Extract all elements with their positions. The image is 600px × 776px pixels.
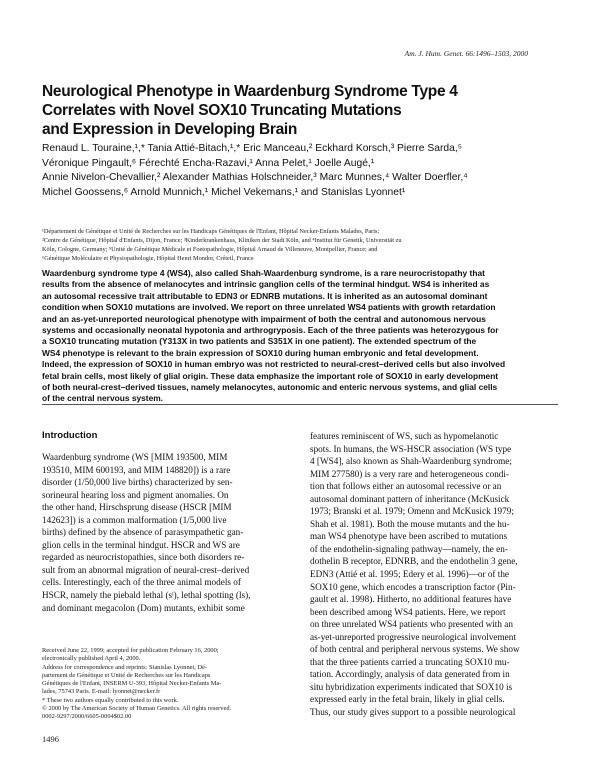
body-line: Waardenburg syndrome (WS [MIM 193500, MIM [42, 452, 228, 462]
body-line: expressed early in the fetal brain, likely in glial cells. [310, 694, 505, 705]
footnote-line: lades, 75743 Paris. E-mail: lyonnet@necker.fr [42, 688, 161, 696]
affiliation-line: ⁶Génétique Moléculaire et Physiopathologie, Hôpital Henri Mondor, Créteil, France [42, 254, 254, 262]
affiliations [42, 228, 562, 264]
body-line: the other hand, Hirschsprung disease (HSCR [MIM [42, 502, 232, 513]
body-line: HSCR, namely the piebald lethal (sˡ), lethal spotting (ls), [42, 590, 251, 601]
body-line: man WS4 phenotype have been ascribed to mutations [310, 531, 508, 542]
body-line: been described among WS4 patients. Here, we report [310, 606, 506, 617]
body-line: regarded as neurocristopathies, since both disorders re- [42, 552, 245, 563]
body-line: MIM 277580) is a very rare and heterogeneous condi- [310, 468, 509, 479]
affiliation-line: ²Centre de Génétique, Hôpital d'Enfants, Dijon, France; ³Kinderkrankenhaus, Kliniken der Stadt Köln, and ⁴Institut für Genetik, Universität zu [42, 236, 402, 244]
abstract-line: WS4 phenotype is relevant to the brain expression of SOX10 during human embryonic and fetal development. [42, 347, 479, 358]
body-line: as-yet-unreported progressive neurological involvement [310, 631, 516, 642]
left-column [42, 430, 288, 614]
title-line: Correlates with Novel SOX10 Truncating Mutations [42, 102, 402, 119]
abstract-line: condition when SOX10 mutations are involved. We report on three unrelated WS4 patients with growth retardation [42, 302, 496, 313]
author-line: Annie Nivelon-Chevallier,² Alexander Mathias Holschneider,³ Marc Munnes,⁴ Walter Doerfler,⁴ [42, 172, 468, 184]
footnote-line: © 2000 by The American Society of Human Genetics. All rights reserved. [42, 705, 232, 713]
abstract-line: results from the absence of melanocytes and intrinsic ganglion cells of the terminal hindgut. WS4 is inherited as [42, 279, 490, 290]
body-line: that the three patients carried a truncating SOX10 mu- [310, 656, 510, 667]
body-line: glion cells in the terminal hindgut. HSCR and WS are [42, 539, 240, 550]
body-line: tation. Accordingly, analysis of data generated from in [310, 669, 510, 680]
abstract [42, 268, 558, 405]
footnote-line: * These two authors equally contributed to this work. [42, 696, 179, 704]
body-line: of the endothelin-signaling pathway—namely, the en- [310, 543, 508, 554]
body-line: and dominant megacolon (Dom) mutants, exhibit some [42, 602, 245, 613]
journal-citation: Am. J. Hum. Genet. 66:1496–1503, 2000 [404, 49, 528, 58]
title-line: and Expression in Developing Brain [42, 121, 298, 138]
body-line: births) defined by the absence of parasympathetic gan- [42, 527, 244, 538]
body-line: Thus, our study gives support to a possible neurological [310, 707, 516, 718]
body-line: situ hybridization experiments indicated that SOX10 is [310, 681, 513, 692]
abstract-line: fetal brain cells, most likely of glial origin. These data emphasize the important role of SOX10 in early development [42, 370, 499, 381]
abstract-line: of both neural-crest–derived tissues, namely melanocytes, autonomic and enteric nervous systems, and glial cells [42, 382, 498, 393]
body-line: disorder (1/50,000 live births) characterized by sen- [42, 477, 233, 488]
body-line: 4 [WS4], also known as Shah-Waardenburg syndrome; [310, 456, 512, 467]
footnote-line: Address for correspondence and reprints: Stanislas Lyonnet, Dé- [42, 663, 208, 671]
body-line: spots. In humans, the WS-HSCR association (WS type [310, 443, 512, 454]
author-line: Michel Goossens,⁶ Arnold Munnich,¹ Michel Vekemans,¹ and Stanislas Lyonnet¹ [42, 186, 406, 198]
author-line: Véronique Pingault,⁶ Férechté Encha-Razavi,¹ Anna Pelet,¹ Joelle Augé,¹ [42, 157, 375, 169]
body-line: on three unrelated WS4 patients who presented with an [310, 619, 513, 630]
body-line: 1973; Branski et al. 1979; Omenn and McKusick 1979; [310, 506, 514, 517]
article-title [42, 82, 542, 139]
page-number: 1496 [42, 734, 59, 744]
body-line: 142623]) is a common malformation (1/5,000 live [42, 514, 227, 525]
body-line: EDN3 (Attié et al. 1995; Edery et al. 1996)—or of the [310, 569, 510, 580]
abstract-line: Indeed, the expression of SOX10 in human embryo was not restricted to neural-crest–derived cells but also involved [42, 359, 506, 370]
body-line: SOX10 gene, which encodes a transcription factor (Pin- [310, 581, 516, 592]
footnote-line: 0002-9297/2000/6605-0004$02.00 [42, 713, 132, 721]
abstract-line: systems and occasionally neonatal hypotonia and arthrogryposis. Each of the three patients was heterozygous for [42, 325, 499, 336]
abstract-line: an autosomal recessive trait attributable to EDN3 or EDNRB mutations. It is inherited as an autosomal dominant [42, 290, 488, 301]
body-line: Shah et al. 1981). Both the mouse mutants and the hu- [310, 518, 510, 529]
body-line: 193510, MIM 600193, and MIM 148820]) is a rare [42, 464, 231, 475]
affiliation-line: Köln, Cologne, Germany; ⁵Unité de Génétique Médicale et Foetopathologie, Hôpital Arnaud de Villeneuve, Montpellier, France; and [42, 245, 378, 253]
body-line: of both central and peripheral nervous systems. We show [310, 644, 520, 655]
body-line: gault et al. 1998). Hitherto, no additional features have [310, 594, 512, 605]
abstract-line: and an as-yet-unreported neurological phenotype with impairment of both the central and autonomous nervous [42, 313, 486, 324]
section-divider [42, 404, 558, 405]
footnote-line: electronically published April 4, 2000. [42, 655, 141, 663]
body-line: autosomal dominant pattern of inheritance (McKusick [310, 493, 510, 504]
body-line: sult from an abnormal migration of neural-crest–derived [42, 564, 250, 575]
footnote-line: Received June 22, 1999; accepted for publication February 16, 2000; [42, 647, 219, 654]
body-line: tion that follows either an autosomal recessive or an [310, 481, 502, 492]
title-line: Neurological Phenotype in Waardenburg Syndrome Type 4 [42, 83, 458, 100]
abstract-line: of the central nervous system. [42, 393, 164, 404]
footnotes [42, 647, 290, 722]
body-line: sorineural hearing loss and pigment anomalies. On [42, 489, 229, 500]
body-line: features reminiscent of WS, such as hypomelanotic [310, 431, 499, 441]
body-line: cells. Interestingly, each of the three animal models of [42, 577, 241, 588]
right-column [310, 430, 560, 719]
author-line: Renaud L. Touraine,¹,* Tania Attié-Bitach,¹,* Eric Manceau,² Eckhard Korsch,³ Pierre Sarda,⁵ [42, 143, 462, 154]
abstract-line: Waardenburg syndrome type 4 (WS4), also called Shah-Waardenburg syndrome, is a rare neurocristopathy that [42, 268, 485, 278]
affiliation-line: ¹Département de Génétique et Unité de Recherches sur les Handicaps Génétiques de l'Enfant, Hôpital Necker-Enfants Malades, Paris; [42, 228, 380, 235]
footnote-line: Génétiques de l'Enfant, INSERM U-393, Hôpital Necker-Enfants Ma- [42, 680, 222, 688]
body-line: dothelin B receptor, EDNRB, and the endothelin 3 gene, [310, 556, 518, 567]
section-heading: Introduction [42, 430, 98, 441]
abstract-line: a SOX10 truncating mutation (Y313X in two patients and S351X in one patient). The extended spectrum of the [42, 336, 477, 347]
author-list [42, 142, 562, 200]
footnote-line: partement de Génétique et Unité de Recherches sur les Handicaps [42, 671, 211, 679]
